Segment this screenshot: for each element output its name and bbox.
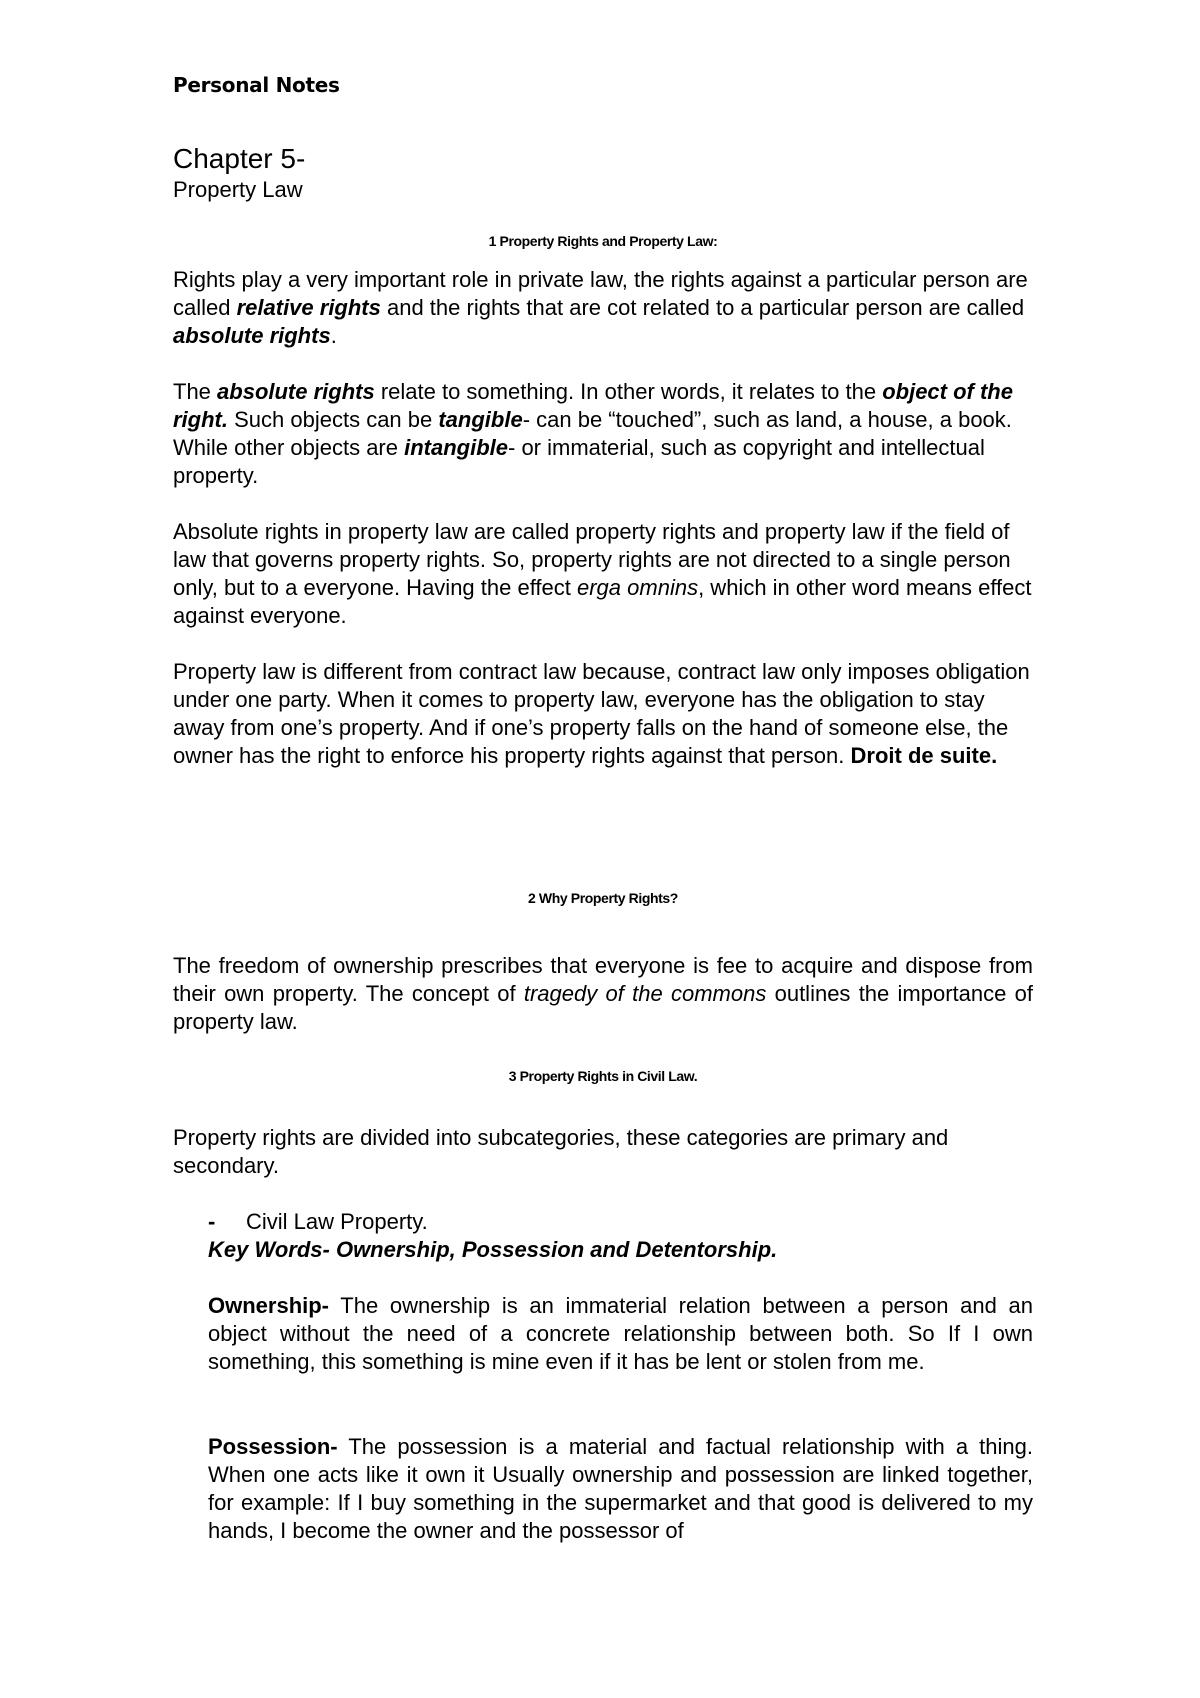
term-absolute-rights: absolute rights xyxy=(173,323,331,348)
section-heading-1: 1 Property Rights and Property Law: xyxy=(488,233,718,249)
paragraph-property-rights xyxy=(173,518,1033,630)
text-run: . xyxy=(330,323,337,348)
text-run: and the rights that are cot related to a particular person are called xyxy=(380,295,1025,320)
bullet-item-civil-law xyxy=(208,1208,1033,1236)
text-run: - can be “touched”, such as land, a house, a book. While other objects are xyxy=(173,407,1012,460)
section-heading-3: 3 Property Rights in Civil Law. xyxy=(508,1068,698,1084)
paragraph-subcategories: Property rights are divided into subcategories, these categories are primary and secondary. xyxy=(173,1125,949,1178)
paragraph-rights-intro xyxy=(173,266,1033,350)
term-ownership: Ownership- xyxy=(208,1293,330,1318)
term-relative-rights: relative rights xyxy=(236,295,381,320)
term-absolute-rights: absolute rights xyxy=(217,379,375,404)
text-run: Property law is different from contract law because, contract law only imposes obligation under one party. When it comes to property law, everyone has the obligation to stay away from one’s property. And if one’s property falls on the hand of someone else, the owner has the right to enforce his property rights against that person. xyxy=(173,659,1030,768)
text-run: relate to something. In other words, it relates to the xyxy=(374,379,883,404)
term-droit-de-suite: Droit de suite. xyxy=(850,743,998,768)
chapter-subtitle: Property Law xyxy=(173,177,303,202)
text-run: Rights play a very important role in private law, the rights against a particular person are called xyxy=(173,267,1028,320)
text-run: Absolute rights in property law are called property rights and property law if the field of law that governs property rights. So, property rights are not directed to a single person only, but to a everyone. Having the effect xyxy=(173,519,1011,600)
paragraph-absolute-rights xyxy=(173,378,1033,490)
text-run: The possession is a material and factual relationship with a thing. When one acts like it own it Usually ownership and possession are linked together, for example: If I buy something in the supermarket and that good is delivered to my hands, I become the owner and the possessor of xyxy=(208,1434,1033,1543)
paragraph-contract-vs-property xyxy=(173,658,1033,770)
text-run: The xyxy=(173,379,218,404)
term-erga-omnins: erga omnins xyxy=(577,575,699,600)
text-run: The ownership is an immaterial relation between a person and an object without the need of a concrete relationship between both. So If I own something, this something is mine even if it has be lent or stolen from me. xyxy=(208,1293,1033,1374)
key-words-line: Key Words- Ownership, Possession and Detentorship. xyxy=(208,1237,778,1262)
bullet-text: Civil Law Property. xyxy=(246,1209,428,1234)
text-run: , which in other word means effect against everyone. xyxy=(173,575,1032,628)
text-run: outlines the importance of property law. xyxy=(173,981,1033,1034)
term-intangible: intangible xyxy=(404,435,508,460)
chapter-title: Chapter 5- xyxy=(173,143,306,174)
text-run: - or immaterial, such as copyright and intellectual property. xyxy=(173,435,985,488)
term-tragedy-of-commons: tragedy of the commons xyxy=(523,981,767,1006)
paragraph-possession xyxy=(208,1433,1033,1545)
paragraph-ownership xyxy=(208,1292,1033,1376)
term-tangible: tangible xyxy=(438,407,523,432)
section-heading-2: 2 Why Property Rights? xyxy=(528,890,678,906)
paragraph-freedom-of-ownership xyxy=(173,952,1033,1036)
term-object-of-right: object of the right. xyxy=(173,379,1013,432)
page-header-label: Personal Notes xyxy=(173,73,340,97)
text-run: The freedom of ownership prescribes that everyone is fee to acquire and dispose from their own property. The concept of xyxy=(173,953,1033,1006)
bullet-mark: - xyxy=(208,1209,216,1234)
text-run: Such objects can be xyxy=(228,407,439,432)
term-possession: Possession- xyxy=(208,1434,338,1459)
